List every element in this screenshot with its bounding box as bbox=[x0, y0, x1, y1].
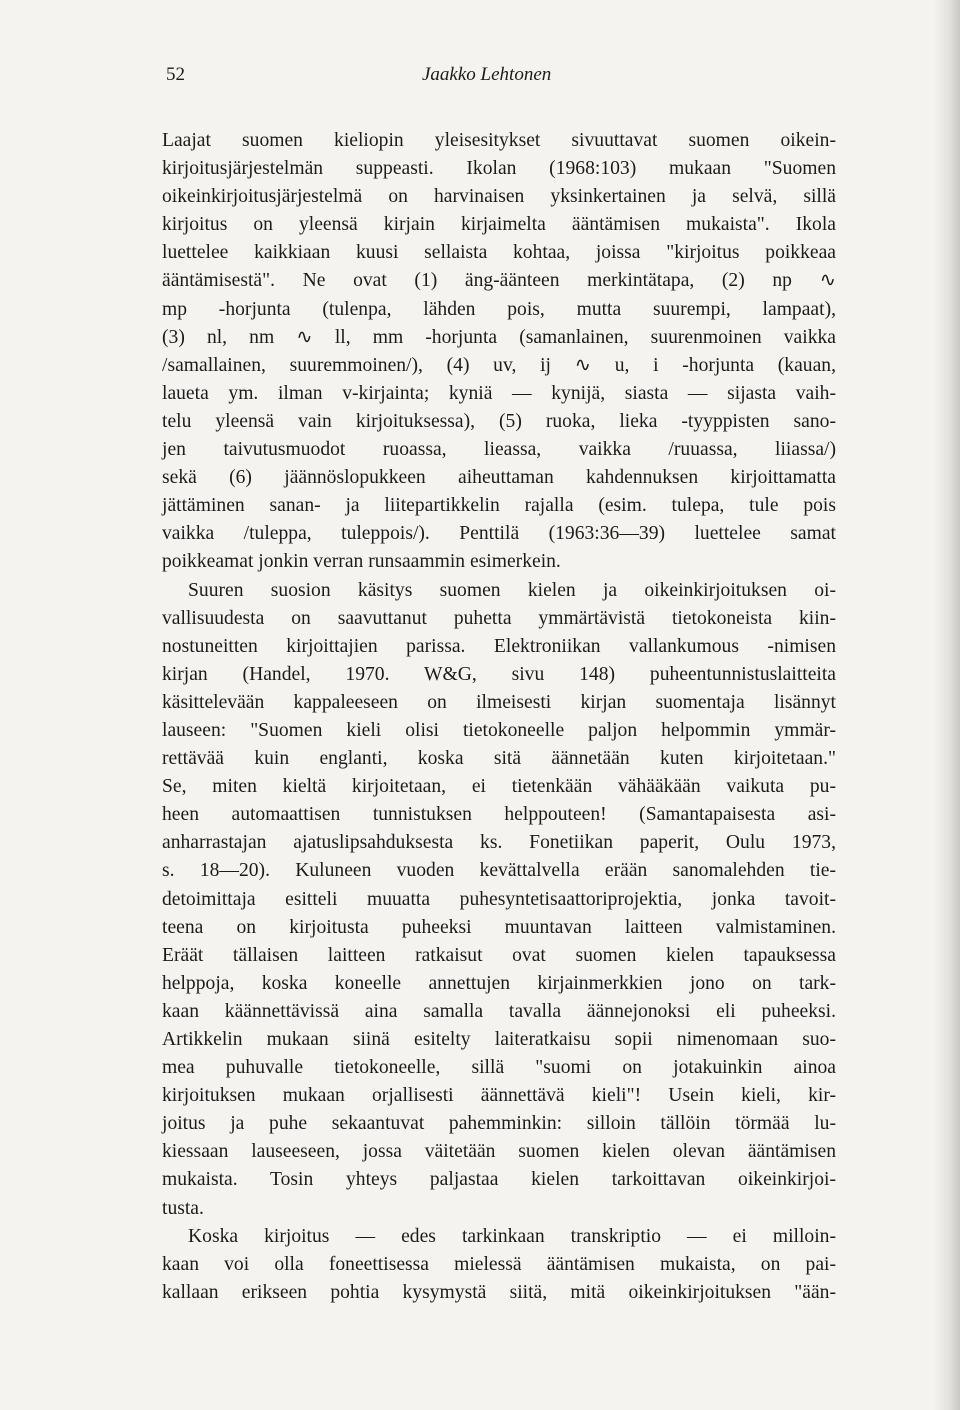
text-line: jättäminen sanan- ja liitepartikkelin rajalla (esim. tulepa, tule pois bbox=[162, 495, 836, 517]
text-line: mea puhuvalle tietokoneelle, sillä "suomi on jotakuinkin ainoa bbox=[162, 1057, 836, 1079]
text-line: lauseen: "Suomen kieli olisi tietokoneelle paljon helpommin ymmär- bbox=[162, 719, 836, 741]
text-line: detoimittaja esitteli muuatta puhesyntetisaattoriprojektia, jonka tavoit- bbox=[162, 888, 836, 910]
paragraph bbox=[162, 127, 836, 577]
text-line: mukaista. Tosin yhteys paljastaa kielen tarkoittavan oikeinkirjoi- bbox=[162, 1169, 836, 1191]
text-line: tusta. bbox=[162, 1197, 204, 1219]
paragraph bbox=[162, 577, 836, 1223]
text-line: teena on kirjoitusta puheeksi muuntavan laitteen valmistaminen. bbox=[162, 916, 836, 938]
text-line: käsittelevään kappaleeseen on ilmeisesti kirjan suomentaja lisännyt bbox=[162, 691, 836, 713]
text-line: nostuneitten kirjoittajien parissa. Elektroniikan vallankumous -nimisen bbox=[162, 635, 836, 657]
text-line: anharrastajan ajatuslipsahduksesta ks. Fonetiikan paperit, Oulu 1973, bbox=[162, 832, 836, 854]
text-line: kaan käännettävissä aina samalla tavalla äännejonoksi eli puheeksi. bbox=[162, 1000, 836, 1022]
text-line: oikeinkirjoitusjärjestelmä on harvinaisen yksinkertainen ja selvä, sillä bbox=[162, 186, 836, 208]
text-line: Se, miten kieltä kirjoitetaan, ei tietenkään vähääkään vaikuta pu- bbox=[162, 776, 836, 798]
paragraph bbox=[162, 1223, 836, 1307]
text-line: kirjan (Handel, 1970. W&G, sivu 148) puheentunnistuslaitteita bbox=[162, 663, 836, 685]
text-line: Laajat suomen kieliopin yleisesitykset sivuuttavat suomen oikein- bbox=[162, 130, 836, 151]
running-head: Jaakko Lehtonen bbox=[422, 64, 552, 85]
text-line: laueta ym. ilman v-kirjainta; kyniä — kynijä, siasta — sijasta vaih- bbox=[162, 382, 836, 404]
text-line: s. 18—20). Kuluneen vuoden kevättalvella erään sanomalehden tie- bbox=[162, 860, 836, 882]
text-line: Eräät tällaisen laitteen ratkaisut ovat suomen kielen tapauksessa bbox=[162, 944, 836, 966]
text-line: ääntämisestä". Ne ovat (1) äng-äänteen merkintätapa, (2) np ∿ bbox=[162, 270, 836, 292]
text-line: kallaan erikseen pohtia kysymystä siitä, mitä oikeinkirjoituksen "ään- bbox=[162, 1281, 836, 1303]
text-line: poikkeamat jonkin verran runsaammin esimerkein. bbox=[162, 551, 561, 573]
text-line: sekä (6) jäännöslopukkeen aiheuttaman kahdennuksen kirjoittamatta bbox=[162, 467, 836, 489]
text-line: kiessaan lauseeseen, jossa väitetään suomen kielen olevan ääntämisen bbox=[162, 1141, 836, 1163]
text-line: heen automaattisen tunnistuksen helppouteen! (Samantapaisesta asi- bbox=[162, 804, 836, 826]
text-line: Artikkelin mukaan siinä esitelty laiteratkaisu sopii nimenomaan suo- bbox=[162, 1029, 836, 1050]
text-line: mp -horjunta (tulenpa, lähden pois, mutta suurempi, lampaat), bbox=[162, 298, 836, 320]
text-line: vallisuudesta on saavuttanut puhetta ymmärtävistä tietokoneista kiin- bbox=[162, 607, 836, 629]
page-number: 52 bbox=[166, 64, 185, 85]
text-line: Suuren suosion käsitys suomen kielen ja oikeinkirjoituksen oi- bbox=[188, 579, 836, 601]
text-line: kirjoitus on yleensä kirjain kirjaimelta ääntämisen mukaista". Ikola bbox=[162, 214, 836, 236]
text-line: luettelee kaikkiaan kuusi sellaista kohtaa, joissa "kirjoitus poikkeaa bbox=[162, 242, 836, 264]
text-line: kirjoitusjärjestelmän suppeasti. Ikolan (1968:103) mukaan "Suomen bbox=[162, 158, 836, 180]
text-line: Koska kirjoitus — edes tarkinkaan transkriptio — ei milloin- bbox=[188, 1225, 836, 1247]
text-line: jen taivutusmuodot ruoassa, lieassa, vaikka /ruuassa, liiassa/) bbox=[162, 439, 836, 461]
text-line: vaikka /tuleppa, tuleppois/). Penttilä (1963:36—39) luettelee samat bbox=[162, 523, 836, 545]
text-line: (3) nl, nm ∿ ll, mm -horjunta (samanlainen, suurenmoinen vaikka bbox=[162, 326, 836, 348]
text-line: helppoja, koska koneelle annettujen kirjainmerkkien jono on tark- bbox=[162, 972, 836, 994]
text-line: kirjoituksen mukaan orjallisesti äännettävä kieli"! Usein kieli, kir- bbox=[162, 1085, 836, 1107]
text-line: /samallainen, suuremmoinen/), (4) uv, ij ∿ u, i -horjunta (kauan, bbox=[162, 354, 836, 376]
text-line: telu yleensä vain kirjoituksessa), (5) ruoka, lieka -tyyppisten sano- bbox=[162, 410, 836, 432]
body-text bbox=[162, 127, 836, 1307]
text-line: joitus ja puhe sekaantuvat pahemminkin: silloin tällöin törmää lu- bbox=[162, 1113, 836, 1135]
text-line: rettävää kuin englanti, koska sitä äännetään kuten kirjoitetaan." bbox=[162, 748, 836, 770]
page-edge-shadow bbox=[934, 0, 960, 1410]
page-header bbox=[166, 64, 836, 94]
text-line: kaan voi olla foneettisessa mielessä ääntämisen mukaista, on pai- bbox=[162, 1253, 836, 1275]
